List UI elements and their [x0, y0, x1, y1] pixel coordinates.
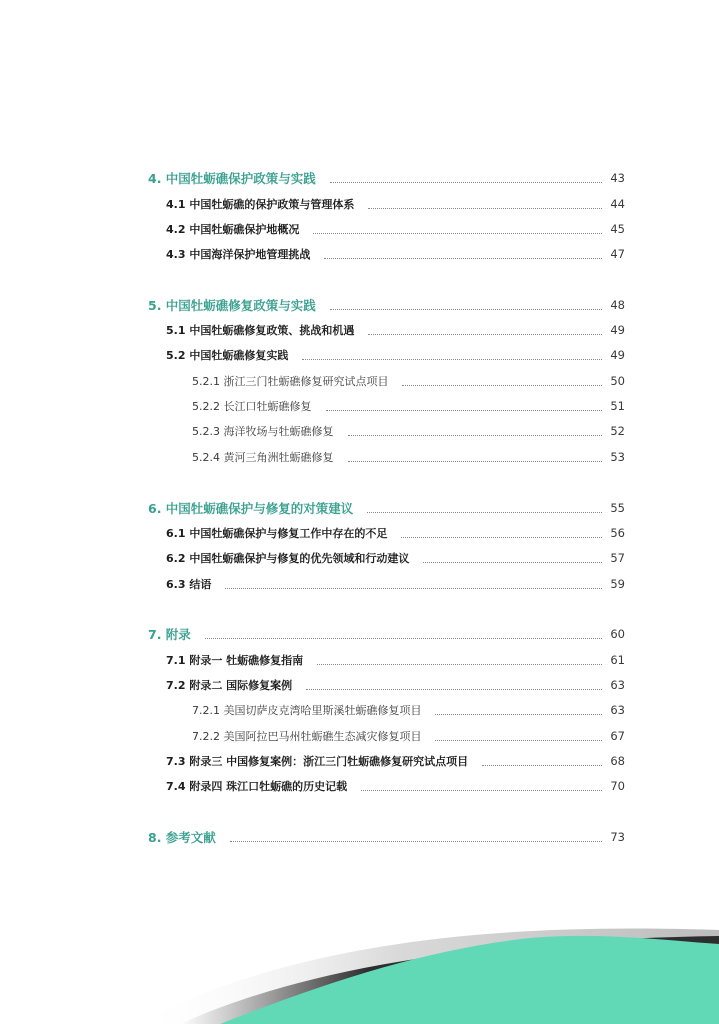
toc-entry[interactable] — [148, 498, 625, 518]
toc-leader-dots — [368, 208, 602, 209]
toc-entry[interactable] — [148, 624, 625, 644]
toc-entry-title: 4. 中国牡蛎礁保护政策与实践 — [148, 171, 316, 186]
toc-entry-title: 4.3 中国海洋保护地管理挑战 — [166, 248, 311, 261]
toc-entry-page-number: 68 — [610, 754, 625, 768]
toc-entry-page-number: 48 — [610, 298, 625, 312]
toc-entry[interactable] — [166, 776, 625, 796]
toc-entry-page-number: 55 — [610, 501, 625, 515]
toc-leader-dots — [361, 790, 602, 791]
toc-entry[interactable] — [166, 523, 625, 543]
toc-entry-title: 5.1 中国牡蛎礁修复政策、挑战和机遇 — [166, 324, 355, 337]
toc-entry-title: 7.2.1 美国切萨皮克湾哈里斯溪牡蛎礁修复项目 — [192, 704, 422, 717]
toc-entry-title: 6.1 中国牡蛎礁保护与修复工作中存在的不足 — [166, 527, 388, 540]
toc-entry-page-number: 50 — [610, 374, 625, 388]
toc-entry[interactable] — [192, 421, 625, 441]
toc-entry-page-number: 44 — [610, 197, 625, 211]
toc-entry[interactable] — [166, 751, 625, 771]
toc-leader-dots — [435, 714, 602, 715]
toc-entry-page-number: 51 — [610, 399, 625, 413]
toc-entry[interactable] — [148, 168, 625, 188]
toc-entry-page-number: 61 — [610, 653, 625, 667]
toc-entry[interactable] — [192, 700, 625, 720]
toc-entry[interactable] — [192, 447, 625, 467]
toc-leader-dots — [435, 740, 602, 741]
toc-entry-page-number: 63 — [610, 703, 625, 717]
toc-entry-page-number: 43 — [610, 171, 625, 185]
toc-leader-dots — [225, 588, 602, 589]
toc-entry-page-number: 45 — [610, 222, 625, 236]
toc-entry-page-number: 47 — [610, 247, 625, 261]
toc-entry-title: 5.2.4 黄河三角洲牡蛎礁修复 — [192, 451, 334, 464]
toc-entry-page-number: 49 — [610, 348, 625, 362]
toc-entry[interactable] — [166, 345, 625, 365]
toc-entry-title: 6.2 中国牡蛎礁保护与修复的优先领域和行动建议 — [166, 552, 410, 565]
toc-entry[interactable] — [192, 371, 625, 391]
toc-entry-title: 6.3 结语 — [166, 578, 212, 591]
toc-entry[interactable] — [166, 320, 625, 340]
toc-entry[interactable] — [148, 295, 625, 315]
toc-entry-title: 5.2 中国牡蛎礁修复实践 — [166, 349, 289, 362]
toc-leader-dots — [482, 765, 602, 766]
toc-entry-page-number: 52 — [610, 424, 625, 438]
toc-entry[interactable] — [166, 675, 625, 695]
toc-entry-page-number: 60 — [610, 627, 625, 641]
toc-entry-page-number: 73 — [610, 830, 625, 844]
toc-entry-page-number: 57 — [610, 551, 625, 565]
toc-leader-dots — [348, 435, 603, 436]
toc-entry-title: 7.4 附录四 珠江口牡蛎礁的历史记载 — [166, 780, 348, 793]
toc-entry[interactable] — [192, 396, 625, 416]
toc-entry[interactable] — [166, 650, 625, 670]
toc-entry-page-number: 53 — [610, 450, 625, 464]
toc-entry-page-number: 67 — [610, 729, 625, 743]
toc-entry[interactable] — [166, 574, 625, 594]
toc-entry-page-number: 59 — [610, 577, 625, 591]
toc-leader-dots — [324, 258, 602, 259]
toc-entry[interactable] — [166, 219, 625, 239]
toc-entry-title: 7.2.2 美国阿拉巴马州牡蛎礁生态减灾修复项目 — [192, 730, 422, 743]
toc-entry-title: 7.3 附录三 中国修复案例：浙江三门牡蛎礁修复研究试点项目 — [166, 755, 469, 768]
toc-entry-title: 5.2.3 海洋牧场与牡蛎礁修复 — [192, 425, 334, 438]
toc-entry[interactable] — [166, 194, 625, 214]
toc-leader-dots — [230, 841, 603, 842]
toc-entry[interactable] — [166, 244, 625, 264]
toc-leader-dots — [423, 562, 602, 563]
toc-entry-title: 5. 中国牡蛎礁修复政策与实践 — [148, 298, 316, 313]
toc-entry-title: 6. 中国牡蛎礁保护与修复的对策建议 — [148, 501, 354, 516]
toc-entry-title: 4.2 中国牡蛎礁保护地概况 — [166, 223, 300, 236]
decorative-wave-footer — [0, 900, 719, 1024]
toc-entry-page-number: 70 — [610, 779, 625, 793]
toc-leader-dots — [401, 537, 602, 538]
toc-leader-dots — [368, 334, 602, 335]
toc-entry-page-number: 56 — [610, 526, 625, 540]
toc-leader-dots — [302, 359, 602, 360]
toc-entry-title: 8. 参考文献 — [148, 830, 216, 845]
toc-leader-dots — [317, 664, 602, 665]
toc-entry-title: 7.2 附录二 国际修复案例 — [166, 679, 293, 692]
toc-leader-dots — [402, 385, 602, 386]
toc-leader-dots — [330, 309, 603, 310]
toc-entry-title: 7.1 附录一 牡蛎礁修复指南 — [166, 654, 304, 667]
toc-leader-dots — [205, 638, 603, 639]
toc-entry-page-number: 63 — [610, 678, 625, 692]
toc-entry-title: 4.1 中国牡蛎礁的保护政策与管理体系 — [166, 198, 355, 211]
toc-leader-dots — [313, 233, 602, 234]
toc-leader-dots — [306, 689, 602, 690]
toc-leader-dots — [330, 182, 603, 183]
toc-entry-page-number: 49 — [610, 323, 625, 337]
toc-leader-dots — [326, 410, 603, 411]
toc-entry[interactable] — [166, 548, 625, 568]
toc-entry-title: 5.2.2 长江口牡蛎礁修复 — [192, 400, 312, 413]
toc-leader-dots — [348, 461, 603, 462]
toc-entry-title: 5.2.1 浙江三门牡蛎礁修复研究试点项目 — [192, 375, 389, 388]
toc-entry-title: 7. 附录 — [148, 627, 191, 642]
toc-entry[interactable] — [148, 827, 625, 847]
toc-leader-dots — [367, 512, 602, 513]
toc-entry[interactable] — [192, 726, 625, 746]
